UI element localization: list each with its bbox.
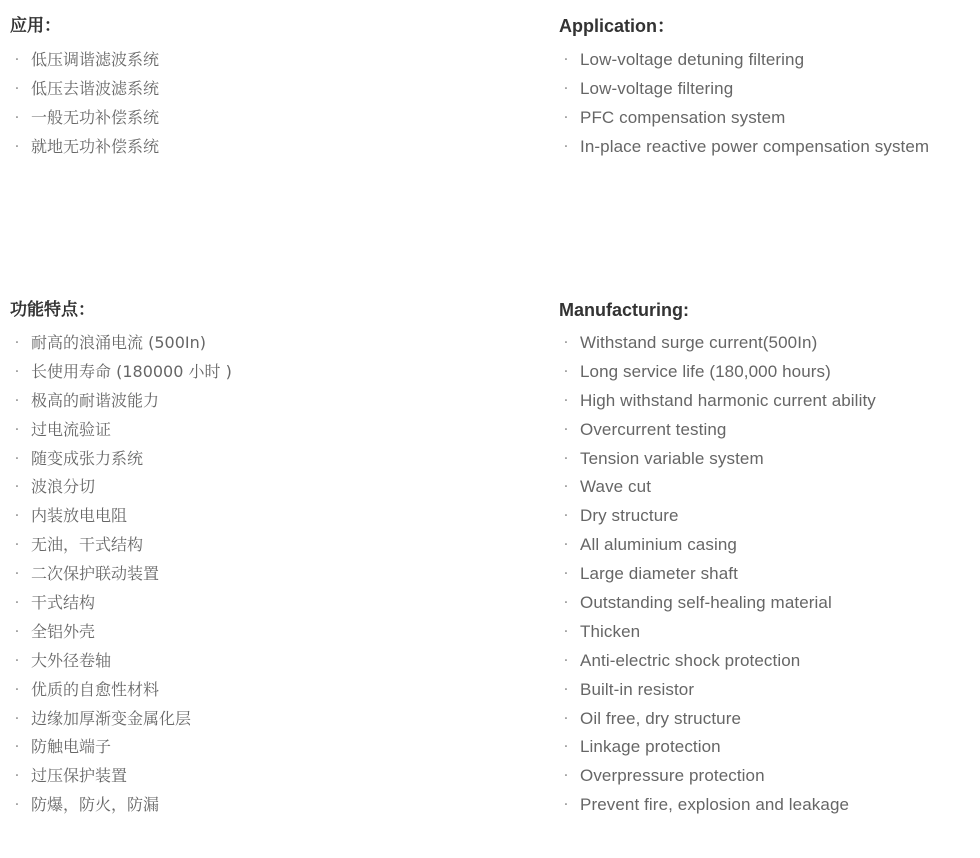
list-item-text: 长使用寿命 (180000 小时 ) — [31, 361, 232, 381]
bullet-icon: · — [14, 566, 20, 583]
list-item-text: 防触电端子 — [31, 737, 112, 757]
list-item-text: 耐高的浪涌电流 (500In) — [31, 333, 206, 352]
application-en-section — [559, 15, 930, 156]
list-item-text: Outstanding self-healing material — [580, 593, 832, 613]
application-en-heading: Application： — [559, 16, 675, 36]
list-item-text: 过电流验证 — [31, 419, 112, 439]
bullet-icon: · — [563, 566, 569, 583]
list-item-text: 一般无功补偿系统 — [31, 107, 160, 127]
bullet-icon: · — [14, 797, 20, 814]
bullet-icon: · — [14, 623, 20, 640]
list-item-text: 内装放电电阻 — [31, 506, 128, 526]
bullet-icon: · — [563, 681, 569, 698]
bullet-icon: · — [14, 392, 20, 409]
bullet-icon: · — [563, 450, 569, 467]
list-item-text: Prevent fire, explosion and leakage — [580, 795, 850, 815]
bullet-icon: · — [14, 508, 20, 525]
list-item-text: Linkage protection — [580, 737, 721, 757]
list-item-text: In-place reactive power compensation system — [580, 136, 930, 156]
bullet-icon: · — [14, 450, 20, 467]
list-item-text: Long service life (180,000 hours) — [580, 361, 831, 381]
list-item-text: 波浪分切 — [31, 477, 96, 497]
features-en-heading: Manufacturing: — [559, 300, 689, 320]
bullet-icon: · — [14, 52, 20, 68]
bullet-icon: · — [563, 768, 569, 785]
bullet-icon: · — [14, 652, 20, 669]
bullet-icon: · — [14, 739, 20, 756]
bullet-icon: · — [14, 421, 20, 438]
bullet-icon: · — [563, 537, 569, 554]
bullet-icon: · — [563, 363, 569, 380]
bullet-icon: · — [14, 80, 20, 97]
application-cn-section — [10, 15, 160, 156]
bullet-icon: · — [14, 537, 20, 554]
list-item-text: High withstand harmonic current ability — [580, 390, 876, 410]
bullet-icon: · — [14, 109, 20, 126]
bullet-icon: · — [563, 739, 569, 756]
list-item-text: 防爆，防火，防漏 — [31, 795, 160, 815]
bullet-icon: · — [14, 681, 20, 698]
application-cn-heading: 应用： — [10, 16, 61, 36]
features-en-section — [559, 299, 876, 815]
bullet-icon: · — [14, 479, 20, 496]
bullet-icon: · — [563, 508, 569, 525]
bullet-icon: · — [563, 138, 569, 155]
list-item-text: Built-in resistor — [580, 679, 695, 699]
bullet-icon: · — [14, 595, 20, 612]
list-item-text: Anti-electric shock protection — [580, 650, 801, 670]
list-item-text: Thicken — [580, 621, 641, 641]
bullet-icon: · — [563, 335, 569, 351]
bullet-icon: · — [14, 710, 20, 727]
list-item-text: Wave cut — [580, 477, 652, 497]
list-item-text: Oil free, dry structure — [580, 708, 742, 728]
list-item-text: 过压保护装置 — [31, 766, 128, 786]
list-item-text: PFC compensation system — [580, 107, 786, 127]
list-item-text: Overcurrent testing — [580, 419, 727, 439]
list-item-text: Tension variable system — [580, 448, 764, 468]
list-item-text: 就地无功补偿系统 — [31, 136, 160, 156]
list-item-text: All aluminium casing — [580, 535, 737, 555]
list-item-text: 极高的耐谐波能力 — [31, 390, 160, 410]
bullet-icon: · — [563, 80, 569, 97]
bullet-icon: · — [563, 392, 569, 409]
bullet-icon: · — [14, 768, 20, 785]
bullet-icon: · — [563, 797, 569, 814]
list-item-text: 随变成张力系统 — [31, 448, 144, 468]
bullet-icon: · — [14, 138, 20, 155]
list-item-text: 低压调谐滤波系统 — [31, 50, 160, 69]
list-item-text: 全铝外壳 — [31, 621, 96, 641]
bullet-icon: · — [563, 109, 569, 126]
features-cn-heading: 功能特点： — [10, 300, 95, 320]
list-item-text: Overpressure protection — [580, 766, 765, 786]
list-item-text: 干式结构 — [31, 593, 96, 613]
bullet-icon: · — [563, 710, 569, 727]
list-item-text: 优质的自愈性材料 — [31, 679, 160, 699]
list-item-text: 低压去谐波滤系统 — [31, 78, 160, 98]
list-item-text: 二次保护联动装置 — [31, 564, 160, 584]
bullet-icon: · — [563, 479, 569, 496]
list-item-text: Large diameter shaft — [580, 564, 738, 584]
features-cn-section — [10, 299, 232, 815]
bullet-icon: · — [14, 335, 20, 351]
bullet-icon: · — [563, 623, 569, 640]
bullet-icon: · — [563, 421, 569, 438]
list-item-text: 大外径卷轴 — [31, 650, 112, 670]
list-item-text: Low-voltage detuning filtering — [580, 50, 805, 69]
list-item-text: Withstand surge current(500In) — [580, 333, 818, 352]
bullet-icon: · — [563, 52, 569, 68]
list-item-text: Dry structure — [580, 506, 679, 526]
list-item-text: 边缘加厚渐变金属化层 — [31, 708, 192, 728]
bullet-icon: · — [563, 652, 569, 669]
list-item-text: Low-voltage filtering — [580, 78, 734, 98]
list-item-text: 无油，干式结构 — [31, 535, 144, 555]
bullet-icon: · — [14, 363, 20, 380]
bullet-icon: · — [563, 595, 569, 612]
